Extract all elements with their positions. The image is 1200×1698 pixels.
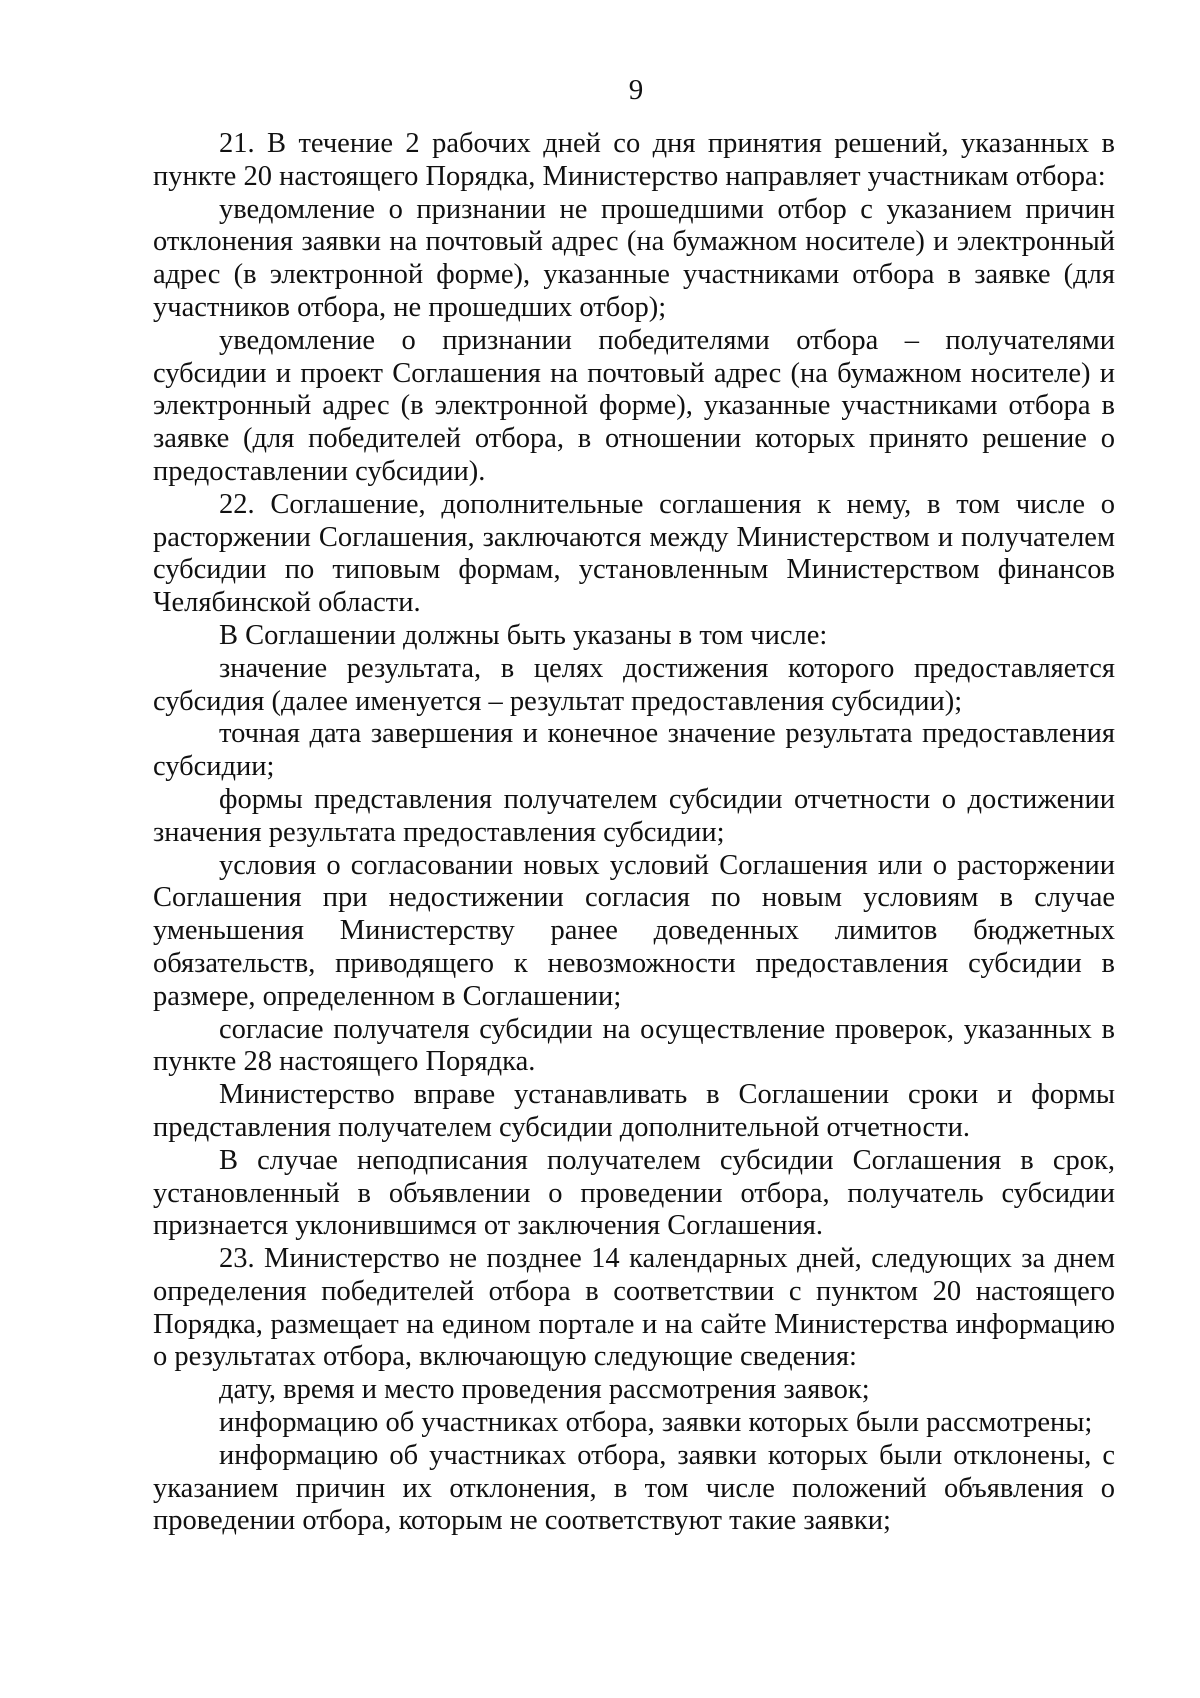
paragraph-completion-date: точная дата завершения и конечное значение результата предоставления субсидии; (153, 718, 1115, 783)
paragraph-21-intro: 21. В течение 2 рабочих дней со дня принятия решений, указанных в пункте 20 настоящего Порядка, Министерство направляет участникам отбора: (153, 128, 1115, 192)
paragraph-reporting-forms: формы представления получателем субсидии отчетности о достижении значения результата предоставления субсидии; (153, 783, 1115, 848)
paragraph-consent-inspections: согласие получателя субсидии на осуществление проверок, указанных в пункте 28 настоящего Порядка. (153, 1013, 1115, 1078)
paragraph-additional-reporting: Министерство вправе устанавливать в Соглашении сроки и формы представления получателем субсидии дополнительной отчетности. (153, 1079, 1115, 1143)
paragraph-23-publication: 23. Министерство не позднее 14 календарных дней, следующих за днем определения победителей отбора в соответствии с пунктом 20 настоящего Порядка, размещает на едином портале и на сайте Министерства информацию о результатах отбора, включающую следующие сведения: (153, 1243, 1115, 1373)
paragraph-unsigned-agreement: В случае неподписания получателем субсидии Соглашения в срок, установленный в объявлении о проведении отбора, получатель субсидии признается уклонившимся от заключения Соглашения. (153, 1144, 1115, 1242)
paragraph-reviewed-participants: информацию об участниках отбора, заявки которых были рассмотрены; (219, 1407, 1093, 1439)
paragraph-notice-winners: уведомление о признании победителями отбора – получателями субсидии и проект Соглашения на почтовый адрес (на бумажном носителе) и электронный адрес (в электронной форме), указанные участниками отбора в заявке (для победителей отбора, в отношении которых принято решение о предоставлении субсидии). (153, 324, 1115, 487)
paragraph-new-conditions: условия о согласовании новых условий Соглашения или о расторжении Соглашения при недостижении согласия по новым условиям в случае уменьшения Министерству ранее доведенных лимитов бюджетных обязательств, приводящего к невозможности предоставления субсидии в размере, определенном в Соглашении; (153, 849, 1115, 1012)
document-body (153, 128, 1115, 1538)
paragraph-review-datetime: дату, время и место проведения рассмотрения заявок; (219, 1374, 870, 1406)
paragraph-result-value: значение результата, в целях достижения которого предоставляется субсидия (далее именуется – результат предоставления субсидии); (153, 652, 1115, 717)
paragraph-agreement-contents: В Соглашении должны быть указаны в том числе: (219, 619, 828, 651)
page-number: 9 (628, 74, 644, 106)
paragraph-notice-rejected: уведомление о признании не прошедшими отбор с указанием причин отклонения заявки на почтовый адрес (на бумажном носителе) и электронный адрес (в электронной форме), указанные участниками отбора в заявке (для участников отбора, не прошедших отбор); (153, 193, 1115, 323)
paragraph-rejected-participants: информацию об участниках отбора, заявки которых были отклонены, с указанием причин их отклонения, в том числе положений объявления о проведении отбора, которым не соответствуют такие заявки; (153, 1439, 1115, 1537)
paragraph-22-agreement: 22. Соглашение, дополнительные соглашения к нему, в том числе о расторжении Соглашения, заключаются между Министерством и получателем субсидии по типовым формам, установленным Министерством финансов Челябинской области. (153, 488, 1115, 619)
